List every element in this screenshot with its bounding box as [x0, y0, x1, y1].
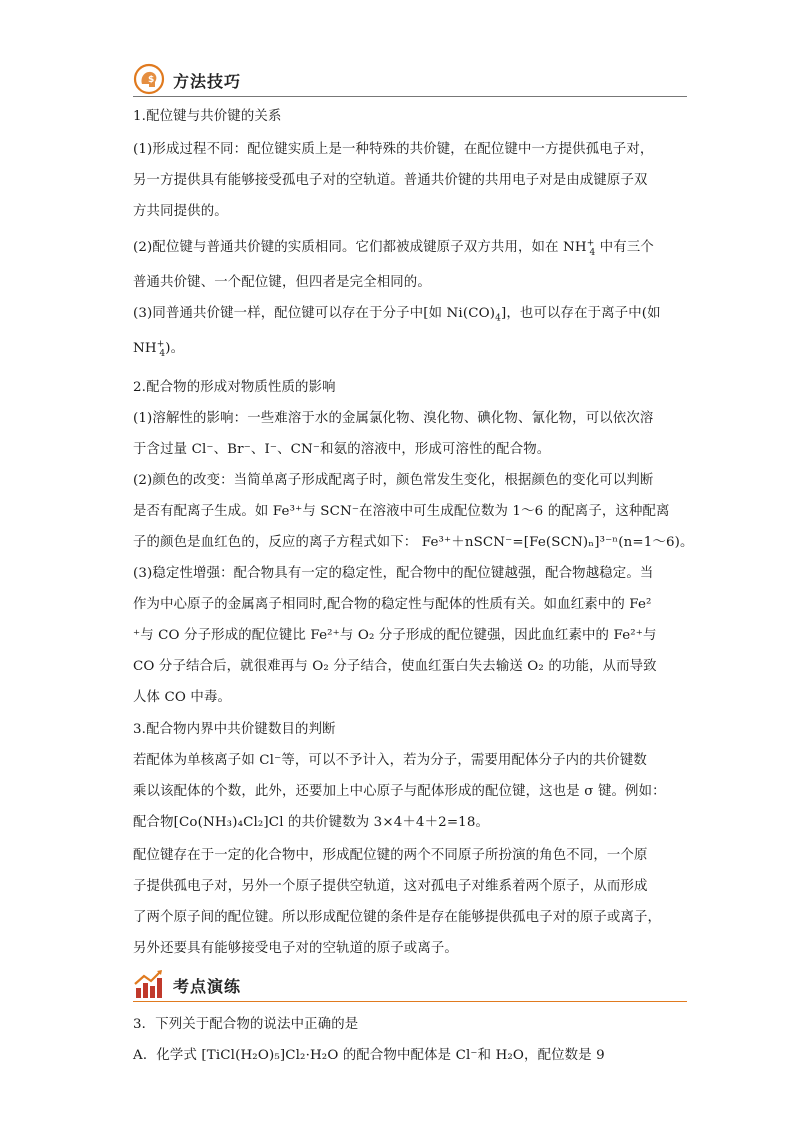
paragraph-line: 子提供孤电子对，另外一个原子提供空轨道，这对孤电子对维系着两个原子，从而形成: [133, 879, 648, 894]
heading-3: 3.配合物内界中共价键数目的判断: [133, 722, 336, 737]
paragraph-line: 方共同提供的。: [133, 204, 228, 219]
paragraph-line: 作为中心原子的金属离子相同时,配合物的稳定性与配体的性质有关。如血红素中的 Fe²: [133, 597, 652, 612]
paragraph-line: 乘以该配体的个数，此外，还要加上中心原子与配体形成的配位键，这也是 σ 键。例如：: [133, 784, 666, 799]
paragraph-line: (3)同普通共价键一样，配位键可以存在于分子中[如 $Ni(CO)_4$]，也可以存在于离子中(如: [133, 306, 661, 324]
paragraph-line: 于含过量 Cl⁻、Br⁻、I⁻、CN⁻和氨的溶液中，形成可溶性的配合物。: [133, 442, 551, 457]
brain-gear-icon: [133, 63, 165, 95]
exercise-question: 3．下列关于配合物的说法中正确的是: [133, 1017, 359, 1032]
paragraph-line: 普通共价键、一个配位键，但四者是完全相同的。: [133, 275, 431, 290]
paragraph-line: 配合物[Co(NH₃)₄Cl₂]Cl 的共价键数为 3×4＋4＋2=18。: [133, 815, 490, 830]
paragraph-line: (3)稳定性增强：配合物具有一定的稳定性，配合物中的配位键越强，配合物越稳定。当: [133, 566, 654, 581]
paragraph-line: CO 分子结合后，就很难再与 O₂ 分子结合，使血红蛋白失去输送 O₂ 的功能，从而导致: [133, 659, 657, 674]
paragraph-line: 人体 CO 中毒。: [133, 690, 232, 705]
paragraph-line: 若配体为单核离子如 Cl⁻等，可以不予计入，若为分子，需要用配体分子内的共价键数: [133, 753, 647, 768]
bar-chart-arrow-icon: [133, 968, 165, 1000]
paragraph-line: (2)颜色的改变：当简单离子形成配离子时，颜色常发生变化，根据颜色的变化可以判断: [133, 473, 654, 488]
paragraph-line: 配位键存在于一定的化合物中，形成配位键的两个不同原子所扮演的角色不同，一个原: [133, 848, 648, 863]
paragraph-line: 了两个原子间的配位键。所以形成配位键的条件是存在能够提供孤电子对的原子或离子，: [133, 910, 662, 925]
section-title-method: 方法技巧: [173, 72, 242, 91]
paragraph-line: 另一方提供具有能够接受孤电子对的空轨道。普通共价键的共用电子对是由成键原子双: [133, 173, 648, 188]
paragraph-line: (2)配位键与普通共价键的实质相同。它们都被成键原子双方共用，如在 $NH^+_4$ 中有三个: [133, 238, 654, 258]
paragraph-line: $NH^+_4$)。: [133, 339, 185, 359]
heading-1: 1.配位键与共价键的关系: [133, 109, 282, 124]
section-title-practice: 考点演练: [173, 977, 242, 996]
paragraph-line: (1)溶解性的影响：一些难溶于水的金属氯化物、溴化物、碘化物、氰化物，可以依次溶: [133, 411, 654, 426]
paragraph-line: (1)形成过程不同：配位键实质上是一种特殊的共价键，在配位键中一方提供孤电子对，: [133, 142, 654, 157]
section-banner-method: [133, 63, 687, 99]
exercise-option-a: A．化学式 [TiCl(H₂O)₅]Cl₂·H₂O 的配合物中配体是 Cl⁻和 H₂O，配位数是 9: [133, 1048, 605, 1063]
svg-text:$: $: [148, 75, 155, 85]
paragraph-line: 子的颜色是血红色的，反应的离子方程式如下： Fe³⁺＋nSCN⁻=[Fe(SCN)ₙ]³⁻ⁿ(n=1～6)。: [133, 535, 694, 550]
paragraph-line: 另外还要具有能够接受电子对的空轨道的原子或离子。: [133, 941, 458, 956]
section-banner-practice: [133, 968, 687, 1004]
heading-2: 2.配合物的形成对物质性质的影响: [133, 380, 336, 395]
paragraph-line: 是否有配离子生成。如 Fe³⁺与 SCN⁻在溶液中可生成配位数为 1～6 的配离子，这种配离: [133, 504, 670, 519]
paragraph-line: ⁺与 CO 分子形成的配位键比 Fe²⁺与 O₂ 分子形成的配位键强，因此血红素中的 Fe²⁺与: [133, 628, 657, 643]
